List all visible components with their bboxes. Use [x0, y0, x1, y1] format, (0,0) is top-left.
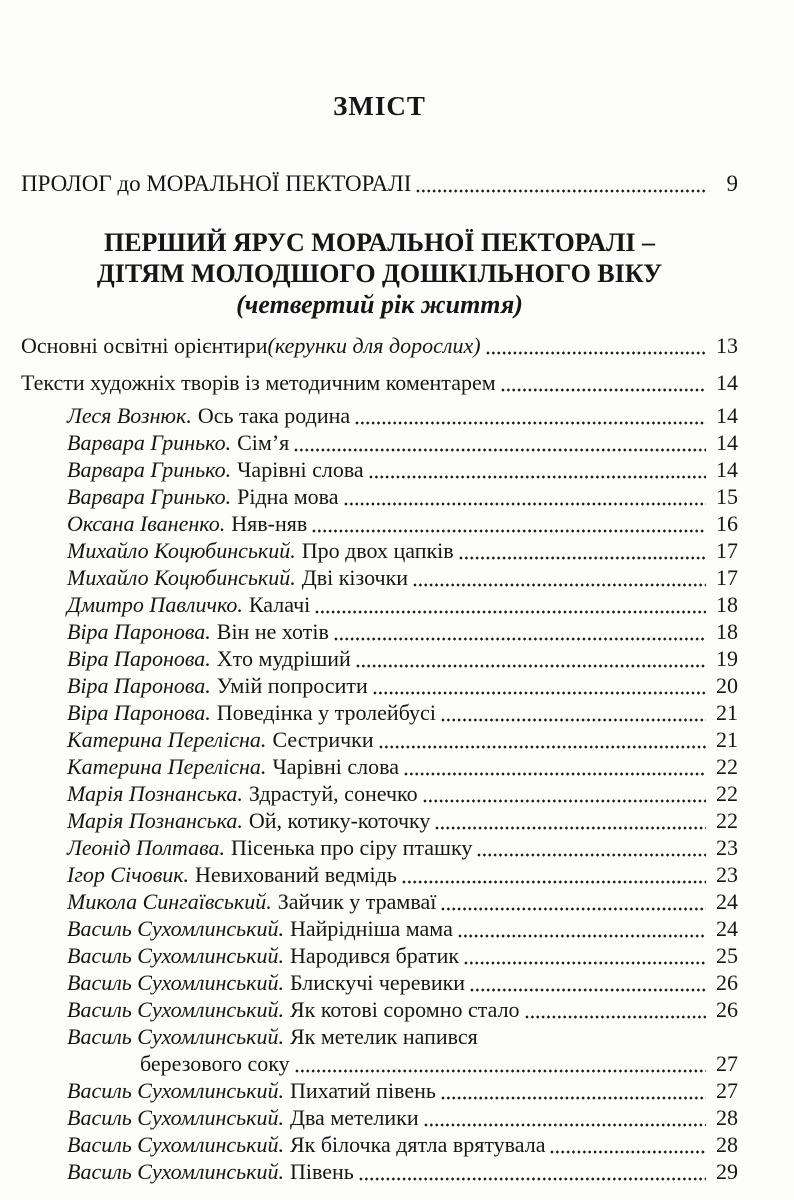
toc-entry [21, 915, 738, 942]
toc-entry [21, 807, 738, 834]
toc-entry [21, 996, 738, 1023]
toc-entry-page-number: 13 [716, 333, 738, 358]
toc-entry [21, 1023, 738, 1050]
toc-entry-title: Народився братик [289, 943, 460, 968]
toc-entry [21, 861, 738, 888]
dot-leader [379, 726, 706, 753]
dot-leader [294, 429, 706, 456]
toc-entry-author: Віра Паронова. [67, 700, 211, 725]
toc-entry [21, 1104, 738, 1131]
dot-leader [402, 861, 706, 888]
dot-leader [344, 483, 707, 510]
toc-entry-title: Невихований ведмідь [195, 862, 397, 887]
toc-entry-author: Михайло Коцюбинський. [67, 538, 296, 563]
dot-leader [423, 780, 706, 807]
toc-entry-title: Рідна мова [237, 484, 339, 509]
page-title: ЗМІСТ [333, 91, 426, 121]
toc-entry-title: Калачі [248, 592, 311, 617]
prolog-page-number: 9 [726, 171, 738, 196]
toc-entry-page-number: 14 [716, 370, 738, 395]
toc-entry-title-italic: (керунки для дорослих) [267, 333, 481, 358]
toc-entry-page-number: 29 [716, 1159, 738, 1184]
toc-entry-title: березового соку [140, 1051, 290, 1076]
dot-leader [477, 834, 706, 861]
toc-entry-author: Віра Паронова. [67, 619, 211, 644]
toc-entry-author: Василь Сухомлинський. [67, 1105, 284, 1130]
toc-entry-title: Здрастуй, сонечко [248, 781, 418, 806]
toc-entry-author: Василь Сухомлинський. [67, 916, 284, 941]
toc-entry [21, 672, 738, 699]
dot-leader [355, 402, 706, 429]
toc-entry-page-number: 25 [716, 943, 738, 968]
toc-entry [21, 429, 738, 456]
dot-leader [441, 888, 706, 915]
toc-entry-title: Два метелики [289, 1105, 419, 1130]
toc-entry [21, 834, 738, 861]
toc-entry-author: Віра Паронова. [67, 673, 211, 698]
toc-entry-title: Дві кізочки [301, 565, 409, 590]
section-heading-line-1: ПЕРШИЙ ЯРУС МОРАЛЬНОЇ ПЕКТОРАЛІ – [103, 228, 655, 257]
dot-leader [356, 645, 706, 672]
toc-entry-author: Леонід Полтава. [67, 835, 226, 860]
toc-entry-page-number: 22 [716, 808, 738, 833]
toc-entry-author: Ігор Січовик. [67, 862, 190, 887]
dot-leader [441, 699, 706, 726]
toc-entry [21, 1077, 738, 1104]
toc-entry-title: Няв-няв [231, 511, 308, 536]
dot-leader [501, 369, 706, 396]
toc-entry [21, 332, 738, 359]
toc-entry-page-number: 23 [716, 862, 738, 887]
toc-entry-author: Дмитро Павличко. [67, 592, 243, 617]
dot-leader [373, 672, 706, 699]
toc-entry [21, 1158, 738, 1185]
toc-entry [21, 456, 738, 483]
toc-entry-title: Хто мудріший [216, 646, 351, 671]
toc-entry-author: Віра Паронова. [67, 646, 211, 671]
dot-leader [315, 591, 706, 618]
toc-entry-page-number: 24 [716, 916, 738, 941]
toc-entry-page-number: 22 [716, 754, 738, 779]
toc-entry [21, 483, 738, 510]
dot-leader [359, 1158, 706, 1185]
toc-entry-page-number: 14 [716, 430, 738, 455]
toc-entry-page-number: 27 [716, 1051, 738, 1076]
toc-entry [21, 942, 738, 969]
toc-entry-title: Пісенька про сіру пташку [231, 835, 473, 860]
toc-entry-page-number: 14 [716, 403, 738, 428]
toc-entry-author: Варвара Гринько. [67, 484, 232, 509]
toc-entry-title: Як котові соромно стало [289, 997, 520, 1022]
dot-leader [486, 332, 706, 359]
toc-entry-page-number: 18 [716, 619, 738, 644]
toc-entry-author: Марія Познанська. [67, 781, 243, 806]
toc-entry [21, 726, 738, 753]
dot-leader [295, 1050, 706, 1077]
toc-entry-page-number: 27 [716, 1078, 738, 1103]
toc-entry-title: Пихатий півень [289, 1078, 436, 1103]
dot-leader [404, 753, 706, 780]
toc-entry [21, 510, 738, 537]
dot-leader [369, 456, 706, 483]
section-heading-line-2: ДІТЯМ МОЛОДШОГО ДОШКІЛЬНОГО ВІКУ [96, 259, 663, 288]
toc-entry-page-number: 16 [716, 511, 738, 536]
toc-entry [21, 753, 738, 780]
toc-entry-prolog [21, 170, 738, 197]
toc-entry-page-number: 21 [716, 700, 738, 725]
toc-entry [21, 564, 738, 591]
toc-entry-page-number: 23 [716, 835, 738, 860]
toc-entry [21, 402, 738, 429]
toc-entry-title: Ось така родина [197, 403, 351, 428]
toc-entry-title: Сестрички [272, 727, 374, 752]
dot-leader [441, 1077, 706, 1104]
toc-entry-page-number: 24 [716, 889, 738, 914]
dot-leader [435, 807, 706, 834]
toc-entry-title: Як метелик напився [289, 1024, 478, 1049]
dot-leader [459, 537, 706, 564]
dot-leader [464, 942, 706, 969]
section-heading-subtitle: (четвертий рік життя) [236, 290, 523, 319]
toc-entry-title: Зайчик у трамваї [277, 889, 437, 914]
toc-entry-title: Півень [289, 1159, 354, 1184]
toc-entry-title: Поведінка у тролейбусі [216, 700, 436, 725]
dot-leader [413, 564, 706, 591]
dot-leader [458, 915, 706, 942]
dot-leader [334, 618, 706, 645]
toc-entry-author: Марія Познанська. [67, 808, 243, 833]
dot-leader [550, 1131, 706, 1158]
toc-entry-title: Про двох цапків [301, 538, 454, 563]
toc-entry [21, 888, 738, 915]
toc-entry [21, 780, 738, 807]
toc-entry-author: Катерина Перелісна. [67, 727, 267, 752]
toc-entry-author: Василь Сухомлинський. [67, 1024, 284, 1049]
toc-entry-page-number: 28 [716, 1132, 738, 1157]
toc-entry-author: Михайло Коцюбинський. [67, 565, 296, 590]
toc-entry-author: Василь Сухомлинський. [67, 997, 284, 1022]
toc-entry [21, 591, 738, 618]
toc-entry-page-number: 17 [716, 565, 738, 590]
toc-entry-author: Катерина Перелісна. [67, 754, 267, 779]
toc-entry-author: Василь Сухомлинський. [67, 943, 284, 968]
toc-entry-author: Василь Сухомлинський. [67, 1132, 284, 1157]
toc-entry [21, 699, 738, 726]
toc-entry-author: Варвара Гринько. [67, 457, 232, 482]
toc-entry-author: Варвара Гринько. [67, 430, 232, 455]
toc-entry-page-number: 18 [716, 592, 738, 617]
toc-entry-page-number: 17 [716, 538, 738, 563]
toc-entry [21, 618, 738, 645]
dot-leader [470, 969, 706, 996]
dot-leader [424, 1104, 706, 1131]
dot-leader [312, 510, 706, 537]
toc-entry-author: Василь Сухомлинський. [67, 1159, 284, 1184]
toc-entry-page-number: 14 [716, 457, 738, 482]
toc-entry-page-number: 26 [716, 997, 738, 1022]
toc-entry-title: Чарівні слова [272, 754, 399, 779]
toc-entry [21, 1131, 738, 1158]
toc-entry-author: Микола Сингаївський. [67, 889, 272, 914]
toc-entry-title: Чарівні слова [237, 457, 364, 482]
toc-entry-page-number: 15 [716, 484, 738, 509]
section-heading [21, 227, 738, 320]
toc-entry-title: Основні освітні орієнтири [21, 333, 268, 358]
toc-entry-page-number: 21 [716, 727, 738, 752]
toc-entry [21, 537, 738, 564]
dot-leader [416, 170, 706, 197]
toc-entry-title: Блискучі черевики [289, 970, 466, 995]
toc-entry-title: Найрідніша мама [289, 916, 453, 941]
toc-entry [21, 969, 738, 996]
dot-leader [483, 1023, 736, 1050]
toc-entry [21, 1050, 738, 1077]
toc-entry [21, 645, 738, 672]
toc-entry-author: Леся Вознюк. [67, 403, 192, 428]
toc-list [21, 332, 738, 1185]
toc-entry-page-number: 28 [716, 1105, 738, 1130]
toc-entry-page-number: 19 [716, 646, 738, 671]
toc-entry-title: Він не хотів [216, 619, 329, 644]
toc-entry [21, 369, 738, 396]
toc-entry-page-number: 22 [716, 781, 738, 806]
toc-entry-title: Умій попросити [216, 673, 368, 698]
toc-entry-author: Оксана Іваненко. [67, 511, 226, 536]
toc-entry-title: Ой, котику-коточку [248, 808, 431, 833]
toc-entry-page-number: 20 [716, 673, 738, 698]
prolog-label: ПРОЛОГ до МОРАЛЬНОЇ ПЕКТОРАЛІ [21, 171, 412, 196]
toc-entry-title: Сім’я [237, 430, 290, 455]
toc-entry-title: Тексти художніх творів із методичним коментарем [21, 370, 496, 395]
dot-leader [525, 996, 706, 1023]
toc-entry-author: Василь Сухомлинський. [67, 1078, 284, 1103]
toc-entry-title: Як білочка дятла врятувала [289, 1132, 546, 1157]
toc-entry-page-number: 26 [716, 970, 738, 995]
toc-entry-author: Василь Сухомлинський. [67, 970, 284, 995]
